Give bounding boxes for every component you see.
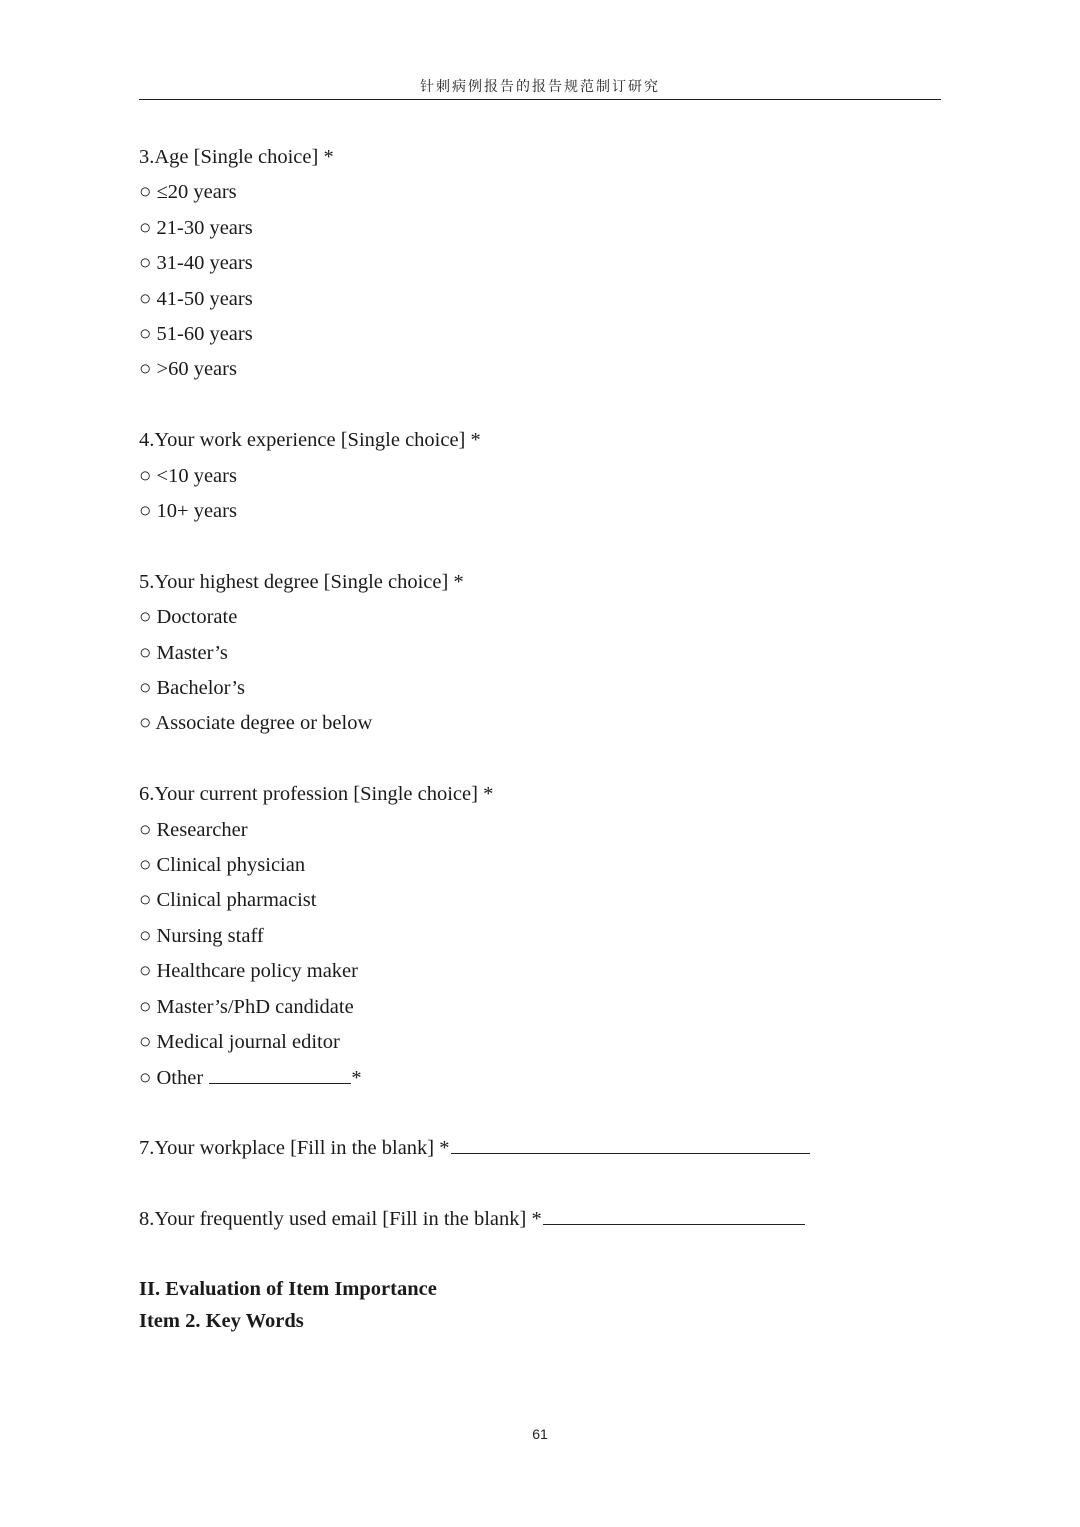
section-heading: II. Evaluation of Item Importance xyxy=(139,1277,437,1300)
spacer xyxy=(139,742,941,777)
page-content xyxy=(139,140,941,1337)
question-work-experience xyxy=(139,423,941,529)
option-other-label: ○ Other xyxy=(139,1066,209,1089)
other-blank-field[interactable] xyxy=(209,1061,351,1084)
option-item[interactable]: ○ Clinical pharmacist xyxy=(139,889,317,912)
question-title-text: 7.Your workplace [Fill in the blank] * xyxy=(139,1137,450,1160)
section-subheading: Item 2. Key Words xyxy=(139,1309,304,1332)
running-header: 针刺病例报告的报告规范制订研究 xyxy=(420,79,660,95)
question-title: 6.Your current profession [Single choice] * xyxy=(139,783,494,806)
question-title: 5.Your highest degree [Single choice] * xyxy=(139,570,464,593)
option-item[interactable]: ○ Researcher xyxy=(139,818,248,841)
question-title: 3.Age [Single choice] * xyxy=(139,146,334,168)
option-item[interactable]: ○ 10+ years xyxy=(139,500,237,523)
option-item[interactable]: ○ >60 years xyxy=(139,358,237,381)
question-title: 4.Your work experience [Single choice] * xyxy=(139,429,481,452)
page-number: 61 xyxy=(532,1426,548,1442)
question-title xyxy=(139,1202,941,1237)
option-item[interactable]: ○ 31-40 years xyxy=(139,252,253,275)
option-item[interactable]: ○ Healthcare policy maker xyxy=(139,960,358,983)
option-item[interactable]: ○ Medical journal editor xyxy=(139,1031,340,1054)
question-current-profession xyxy=(139,777,941,1096)
spacer xyxy=(139,1167,941,1202)
option-item[interactable]: ○ Bachelor’s xyxy=(139,677,245,700)
option-other[interactable] xyxy=(139,1061,941,1096)
option-item[interactable]: ○ 21-30 years xyxy=(139,216,253,239)
question-email xyxy=(139,1202,941,1237)
workplace-blank-field[interactable] xyxy=(451,1131,810,1154)
spacer xyxy=(139,1096,941,1131)
option-item[interactable]: ○ Master’s/PhD candidate xyxy=(139,995,354,1018)
question-workplace xyxy=(139,1131,941,1166)
option-item[interactable]: ○ <10 years xyxy=(139,464,237,487)
option-item[interactable]: ○ Nursing staff xyxy=(139,924,264,947)
option-item[interactable]: ○ 51-60 years xyxy=(139,323,253,346)
email-blank-field[interactable] xyxy=(543,1202,805,1225)
required-asterisk: * xyxy=(351,1066,362,1089)
option-item[interactable]: ○ Doctorate xyxy=(139,606,238,629)
option-item[interactable]: ○ ≤20 years xyxy=(139,181,237,204)
spacer xyxy=(139,529,941,564)
header-rule xyxy=(139,99,941,100)
question-highest-degree xyxy=(139,565,941,742)
spacer xyxy=(139,388,941,423)
question-title-text: 8.Your frequently used email [Fill in the blank] * xyxy=(139,1208,542,1231)
question-title xyxy=(139,1131,941,1166)
option-item[interactable]: ○ 41-50 years xyxy=(139,287,253,310)
question-age xyxy=(139,140,941,388)
option-item[interactable]: ○ Clinical physician xyxy=(139,854,306,877)
spacer xyxy=(139,1238,941,1273)
option-item[interactable]: ○ Associate degree or below xyxy=(139,712,373,735)
option-item[interactable]: ○ Master’s xyxy=(139,641,228,664)
